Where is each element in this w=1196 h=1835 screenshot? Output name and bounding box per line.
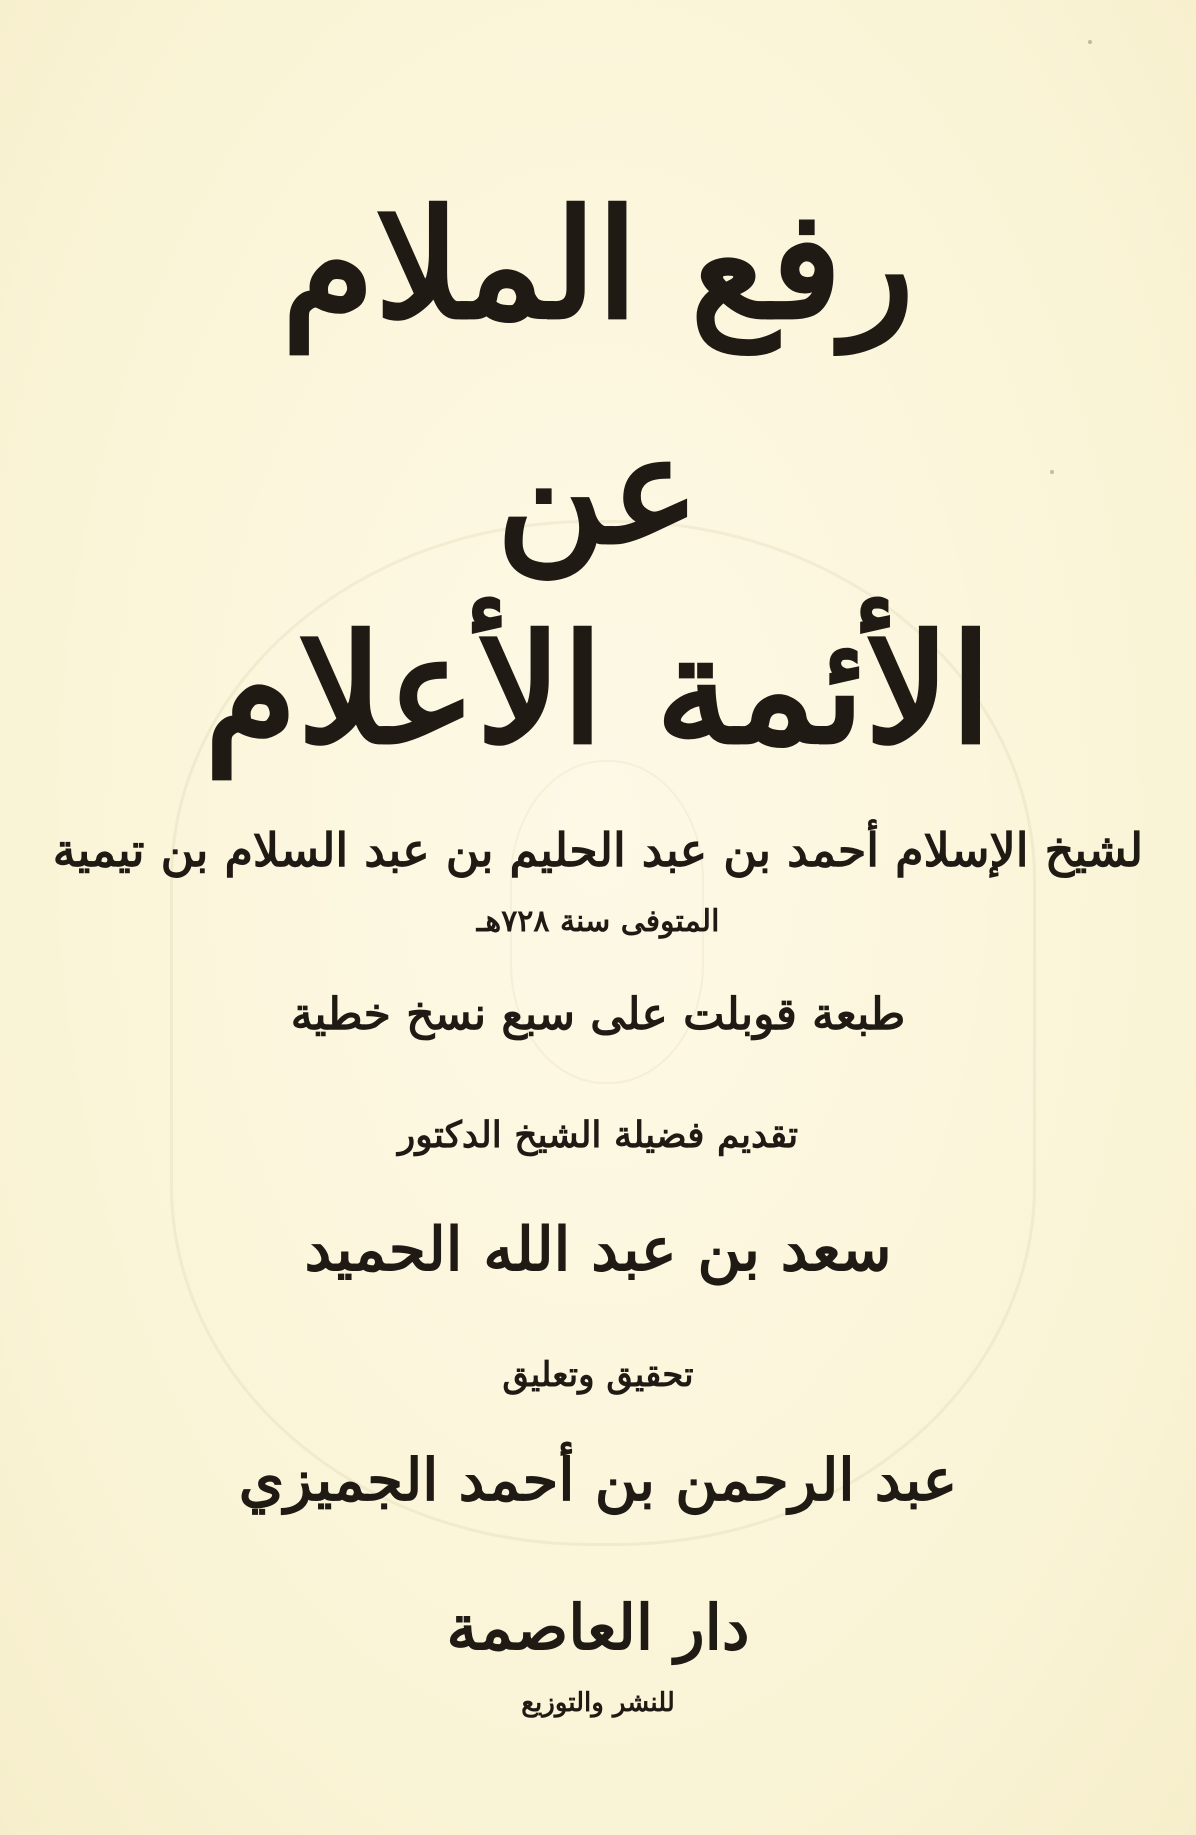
publisher-subtitle: للنشر والتوزيع [521,1688,675,1718]
editor-name: عبد الرحمن بن أحمد الجميزي [238,1446,958,1514]
title-line-3: الأئمة الأعلام [204,602,992,778]
publisher-name: دار العاصمة [446,1591,750,1664]
author-line: لشيخ الإسلام أحمد بن عبد الحليم بن عبد السلام بن تيمية [52,823,1144,877]
introduction-name: سعد بن عبد الله الحميد [304,1215,892,1285]
paper-speck [1088,40,1092,44]
title-line-1: رفع الملام [281,177,915,353]
edition-note: طبعة قوبلت على سبع نسخ خطية [290,989,906,1040]
editing-label: تحقيق وتعليق [502,1355,694,1395]
title-line-2: عن [496,402,700,578]
introduction-label: تقديم فضيلة الشيخ الدكتور [397,1114,799,1156]
death-date: المتوفى سنة ٧٢٨هـ [476,904,720,939]
